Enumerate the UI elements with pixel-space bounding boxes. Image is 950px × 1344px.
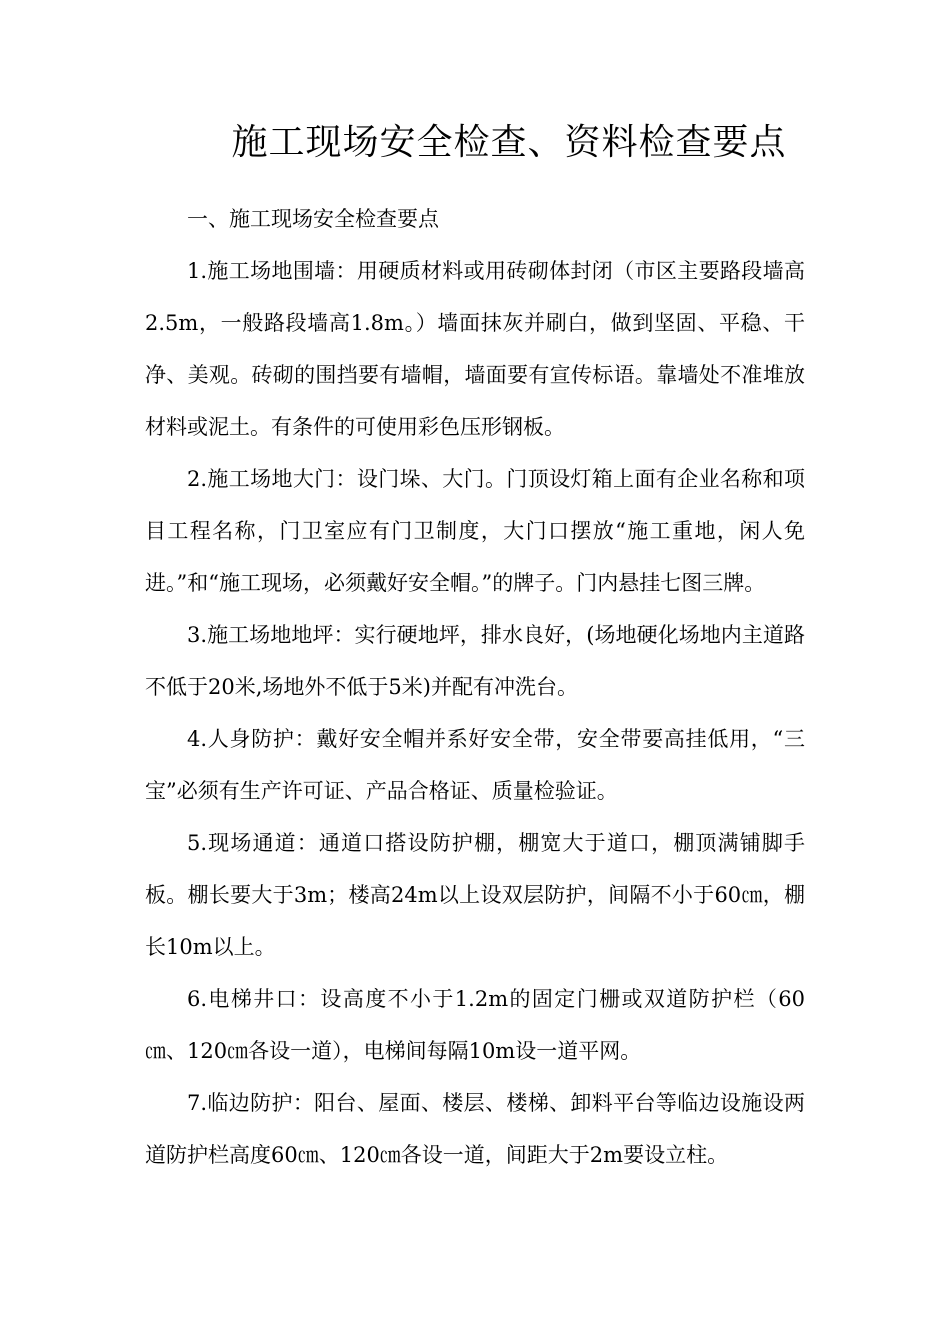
paragraph-3: 3.施工场地地坪：实行硬地坪，排水良好，(场地硬化场地内主道路不低于20米,场地外不低于5米)并配有冲洗台。 — [145, 623, 805, 699]
paragraph-4: 4.人身防护：戴好安全帽并系好安全带，安全带要高挂低用，“三宝”必须有生产许可证、产品合格证、质量检验证。 — [145, 727, 805, 803]
paragraph-5: 5.现场通道：通道口搭设防护棚，棚宽大于道口，棚顶满铺脚手板。棚长要大于3m；楼高24m以上设双层防护，间隔不小于60㎝，棚长10m以上。 — [145, 831, 805, 959]
document-body — [145, 193, 805, 1181]
document-title: 施工现场安全检查、资料检查要点 — [231, 122, 787, 163]
section-heading: 一、施工现场安全检查要点 — [187, 207, 439, 231]
paragraph-1: 1.施工场地围墙：用硬质材料或用砖砌体封闭（市区主要路段墙高2.5m，一般路段墙高1.8m。）墙面抹灰并刷白，做到坚固、平稳、干净、美观。砖砌的围挡要有墙帽，墙面要有宣传标语。靠墙处不准堆放材料或泥土。有条件的可使用彩色压形钢板。 — [145, 259, 805, 439]
paragraph-2: 2.施工场地大门：设门垛、大门。门顶设灯箱上面有企业名称和项目工程名称，门卫室应有门卫制度，大门口摆放“施工重地，闲人免进。”和“施工现场，必须戴好安全帽。”的牌子。门内悬挂七图三牌。 — [145, 467, 805, 595]
paragraph-7: 7.临边防护：阳台、屋面、楼层、楼梯、卸料平台等临边设施设两道防护栏高度60㎝、120㎝各设一道，间距大于2m要设立柱。 — [145, 1091, 805, 1167]
paragraph-6: 6.电梯井口：设高度不小于1.2m的固定门栅或双道防护栏（60㎝、120㎝各设一道），电梯间每隔10m设一道平网。 — [145, 987, 805, 1063]
